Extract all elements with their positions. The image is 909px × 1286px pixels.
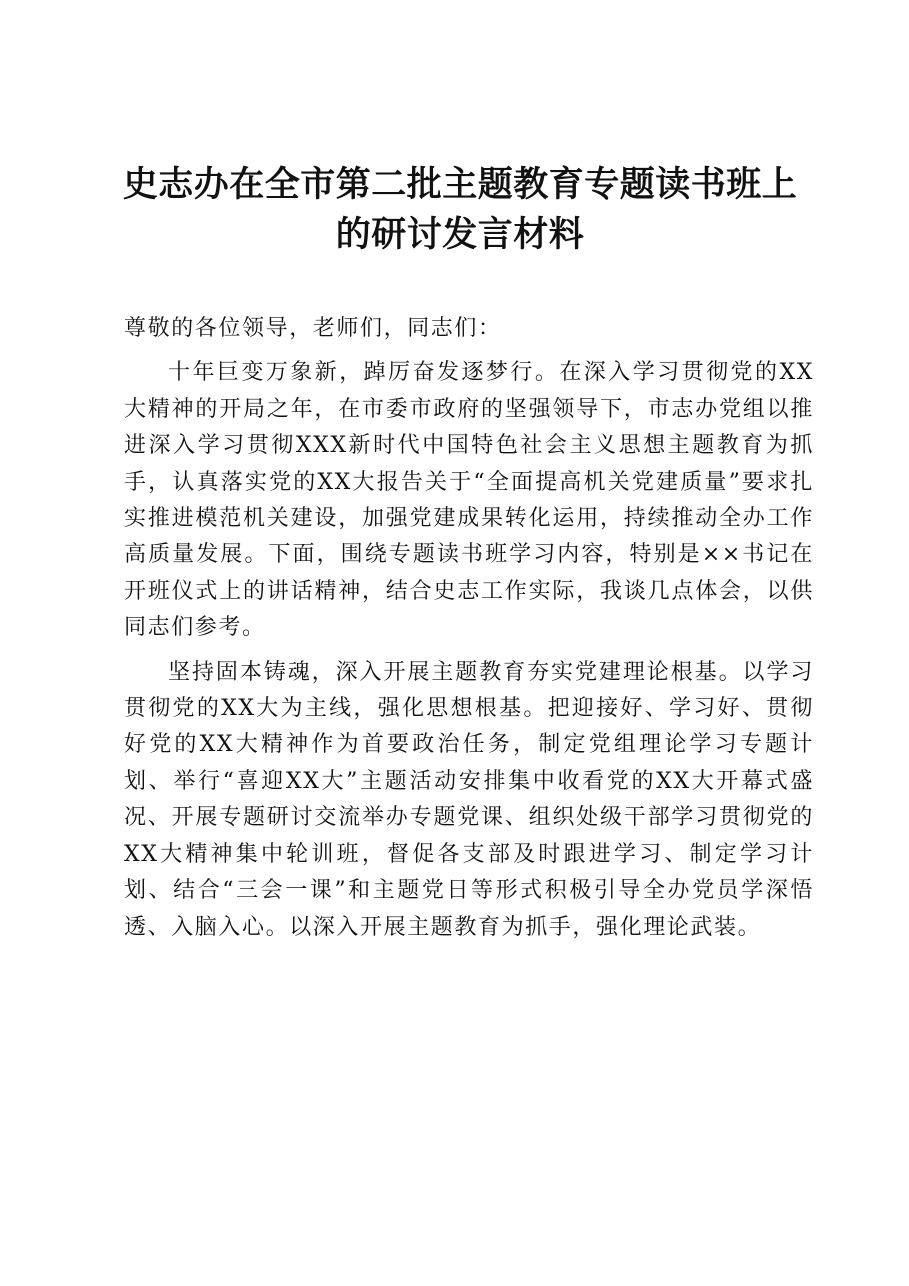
paragraph-theory-foundation: 坚持固本铸魂，深入开展主题教育夯实党建理论根基。以学习贯彻党的XX大为主线，强化思想根基。把迎接好、学习好、贯彻好党的XX大精神作为首要政治任务，制定党组理论学习专题计划、举行“喜迎XX大”主题活动安排集中收看党的XX大开幕式盛况、开展专题研讨交流举办专题党课、组织处级干部学习贯彻党的XX大精神集中轮训班，督促各支部及时跟进学习、制定学习计划、结合“三会一课”和主题党日等形式积极引导全办党员学深悟透、入脑入心。以深入开展主题教育为抓手，强化理论武装。 — [124, 659, 814, 940]
salutation: 尊敬的各位领导，老师们，同志们： — [124, 316, 502, 341]
document-title: 史志办在全市第二批主题教育专题读书班上的研讨发言材料 — [122, 164, 798, 255]
paragraph-intro: 十年巨变万象新，踔厉奋发逐梦行。在深入学习贯彻党的XX大精神的开局之年，在市委市政府的坚强领导下，市志办党组以推进深入学习贯彻XXX新时代中国特色社会主义思想主题教育为抓手，认真落实党的XX大报告关于“全面提高机关党建质量”要求扎实推进模范机关建设，加强党建成果转化运用，持续推动全办工作高质量发展。下面，围绕专题读书班学习内容，特别是××书记在开班仪式上的讲话精神，结合史志工作实际，我谈几点体会，以供同志们参考。 — [124, 360, 814, 641]
document-body — [124, 311, 814, 946]
